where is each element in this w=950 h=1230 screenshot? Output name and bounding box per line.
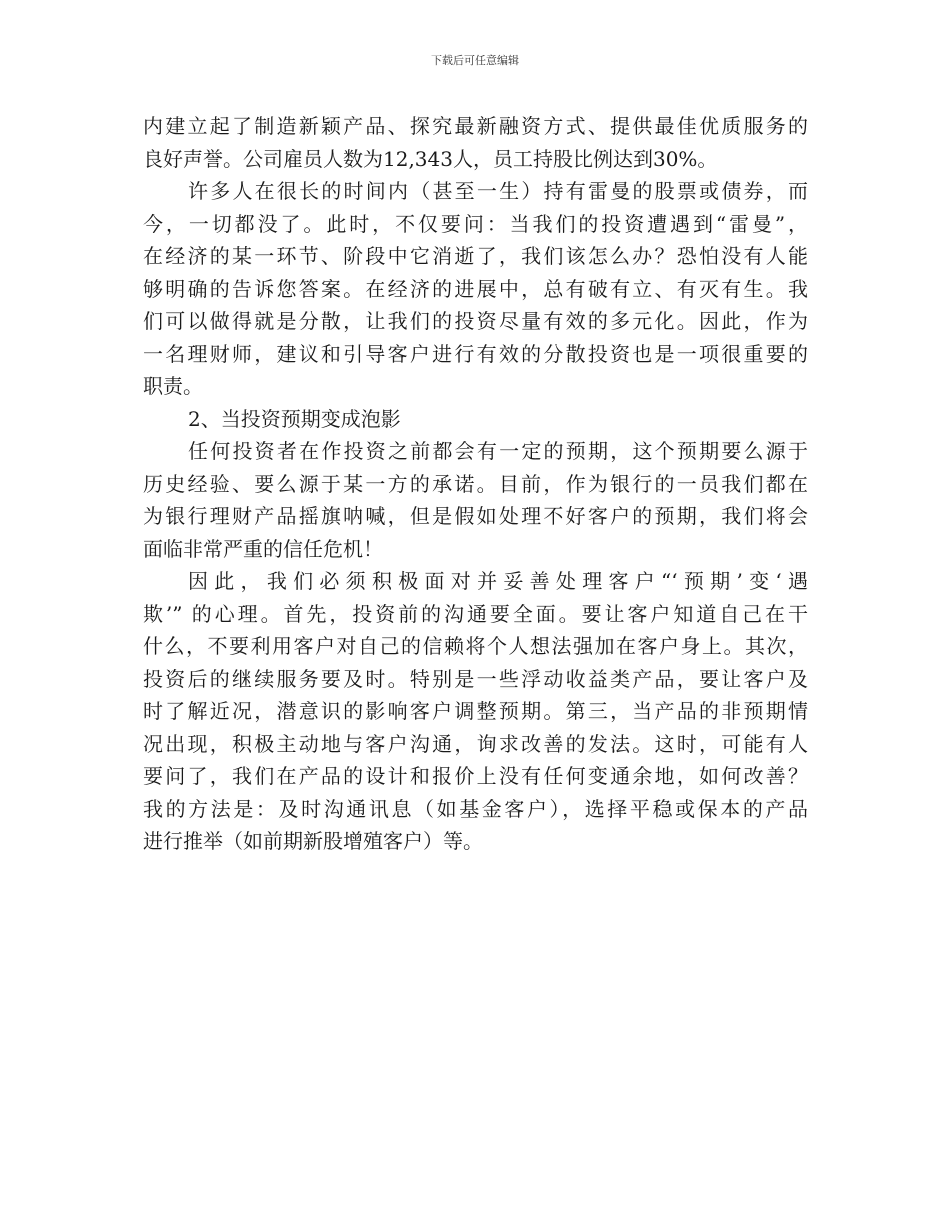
text-line: 时了解近况，潜意识的影响客户调整预期。第三，当产品的非预期情 [143,699,808,723]
text-line: 职责。 [143,374,203,398]
text-line: 今，一切都没了。此时，不仅要问：当我们的投资遭遇到“雷曼”， [143,211,808,236]
text-line: 许多人在很长的时间内（甚至一生）持有雷曼的股票或债券，而 [188,179,808,203]
text-line: 欺’” 的心理。首先，投资前的沟通要全面。要让客户知道自己在干 [143,601,808,626]
text-line: 们可以做得就是分散，让我们的投资尽量有效的多元化。因此，作为 [143,309,808,333]
text-line: 任何投资者在作投资之前都会有一定的预期，这个预期要么源于 [188,439,808,463]
text-line: 因此，我们必须积极面对并妥善处理客户“‘预期’变‘遇 [188,569,808,593]
text-line: 投资后的继续服务要及时。特别是一些浮动收益类产品，要让客户及 [143,666,808,691]
text-line: 历史经验、要么源于某一方的承诺。目前，作为银行的一员我们都在 [143,471,808,496]
text-line: 要问了，我们在产品的设计和报价上没有任何变通余地，如何改善？ [143,764,808,788]
text-line: 良好声誉。公司雇员人数为12,343人，员工持股比例达到30%。 [143,146,718,171]
text-line: 进行推举（如前期新股增殖客户）等。 [143,829,483,853]
page-header: 下载后可任意编辑 [431,54,519,67]
text-line: 内建立起了制造新颖产品、探究最新融资方式、提供最佳优质服务的 [143,114,808,138]
text-line: 一名理财师，建议和引导客户进行有效的分散投资也是一项很重要的 [143,341,808,366]
text-line: 况出现，积极主动地与客户沟通，询求改善的发法。这时，可能有人 [143,731,808,756]
text-line: 为银行理财产品摇旗呐喊，但是假如处理不好客户的预期，我们将会 [143,504,808,528]
text-line: 什么，不要利用客户对自己的信赖将个人想法强加在客户身上。其次， [143,634,808,658]
text-line: 够明确的告诉您答案。在经济的进展中，总有破有立、有灭有生。我 [143,276,808,301]
section-heading: 2、当投资预期变成泡影 [188,406,401,431]
text-line: 我的方法是：及时沟通讯息（如基金客户），选择平稳或保本的产品 [143,796,808,821]
document-body [143,110,808,858]
text-line: 在经济的某一环节、阶段中它消逝了，我们该怎么办？恐怕没有人能 [143,244,808,268]
text-line: 面临非常严重的信任危机！ [143,536,383,561]
